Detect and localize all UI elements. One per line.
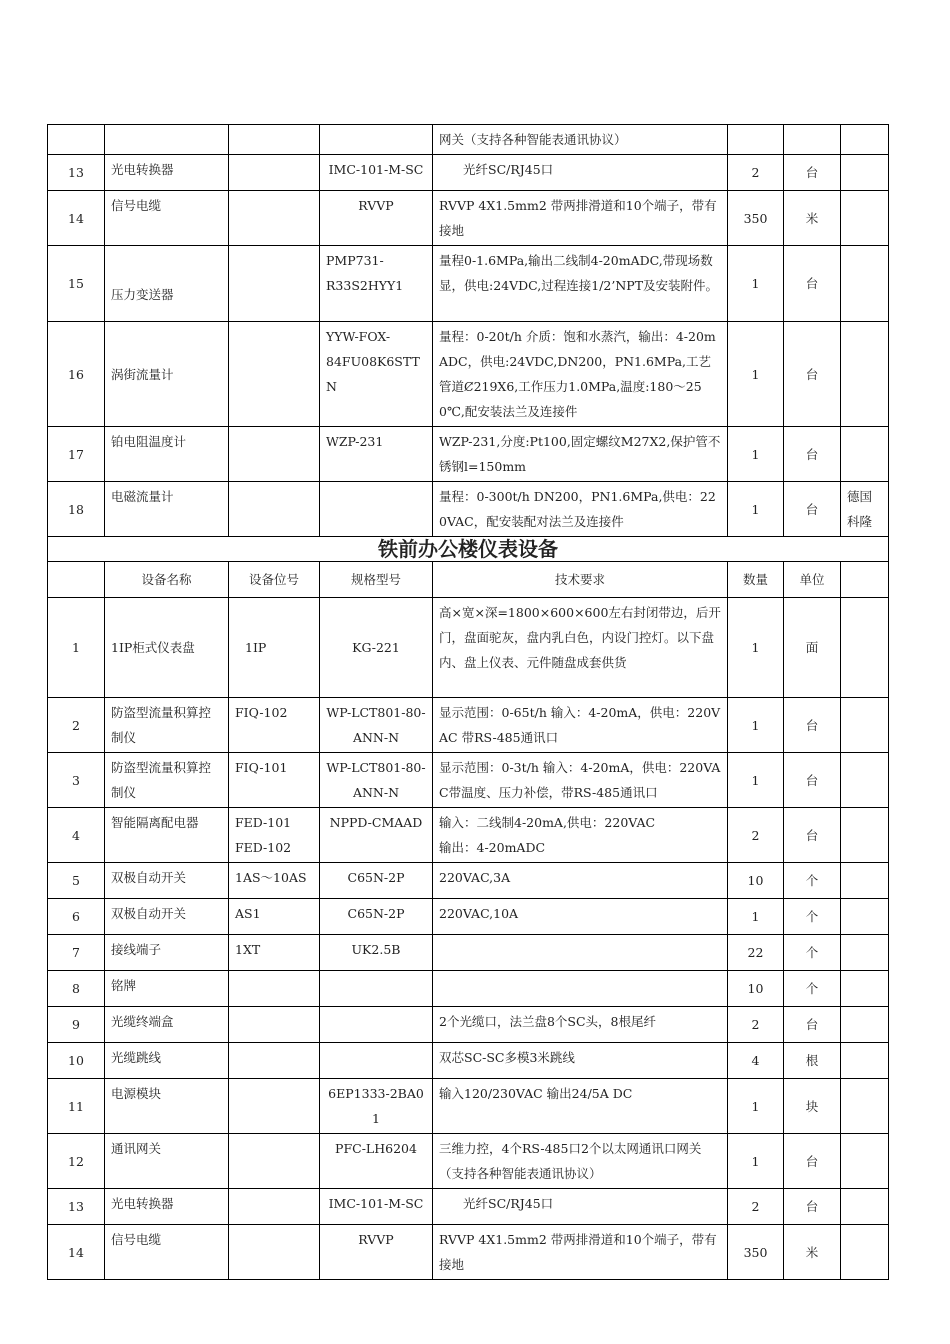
row-number: 2 bbox=[48, 698, 105, 753]
row-number: 14 bbox=[48, 1225, 105, 1280]
device-name: 光电转换器 bbox=[105, 155, 229, 191]
device-tag bbox=[229, 1225, 320, 1280]
device-model: NPPD-CMAAD bbox=[320, 808, 433, 863]
device-model: IMC-101-M-SC bbox=[320, 1189, 433, 1225]
table-row bbox=[48, 863, 889, 899]
table-row bbox=[48, 125, 889, 155]
device-note bbox=[841, 191, 889, 246]
header-row bbox=[48, 562, 889, 598]
device-model bbox=[320, 482, 433, 537]
row-number: 1 bbox=[48, 598, 105, 698]
device-unit: 台 bbox=[784, 753, 841, 808]
row-number: 5 bbox=[48, 863, 105, 899]
row-number: 3 bbox=[48, 753, 105, 808]
device-spec: RVVP 4X1.5mm2 带两排滑道和10个端子，带有接地 bbox=[433, 191, 728, 246]
device-name: 电源模块 bbox=[105, 1079, 229, 1134]
table-row bbox=[48, 191, 889, 246]
device-unit: 个 bbox=[784, 899, 841, 935]
device-model: RVVP bbox=[320, 1225, 433, 1280]
header-spec: 技术要求 bbox=[433, 562, 728, 598]
device-model bbox=[320, 971, 433, 1007]
device-tag: 1AS～10AS bbox=[229, 863, 320, 899]
device-unit: 台 bbox=[784, 1007, 841, 1043]
table-row bbox=[48, 1079, 889, 1134]
device-note bbox=[841, 246, 889, 322]
device-tag bbox=[229, 155, 320, 191]
device-qty: 1 bbox=[728, 1079, 784, 1134]
device-model bbox=[320, 1043, 433, 1079]
device-spec: 三维力控，4个RS-485口2个以太网通讯口网关（支持各种智能表通讯协议） bbox=[433, 1134, 728, 1189]
device-note: 德国科隆 bbox=[841, 482, 889, 537]
header-tag: 设备位号 bbox=[229, 562, 320, 598]
device-model: YYW-FOX- 84FU08K6STTN bbox=[320, 322, 433, 427]
row-number: 7 bbox=[48, 935, 105, 971]
device-model: PFC-LH6204 bbox=[320, 1134, 433, 1189]
device-tag bbox=[229, 482, 320, 537]
table-row bbox=[48, 322, 889, 427]
device-name: 防盗型流量积算控制仪 bbox=[105, 753, 229, 808]
device-qty: 1 bbox=[728, 1134, 784, 1189]
device-tag bbox=[229, 1079, 320, 1134]
device-name: 通讯网关 bbox=[105, 1134, 229, 1189]
device-name: 智能隔离配电器 bbox=[105, 808, 229, 863]
header-qty: 数量 bbox=[728, 562, 784, 598]
device-tag bbox=[229, 1134, 320, 1189]
device-qty: 1 bbox=[728, 598, 784, 698]
device-name: 电磁流量计 bbox=[105, 482, 229, 537]
device-qty: 1 bbox=[728, 427, 784, 482]
header-name: 设备名称 bbox=[105, 562, 229, 598]
device-qty: 350 bbox=[728, 191, 784, 246]
device-qty: 1 bbox=[728, 698, 784, 753]
device-spec: 光纤SC/RJ45口 bbox=[433, 155, 728, 191]
device-model: IMC-101-M-SC bbox=[320, 155, 433, 191]
device-model: WP-LCT801-80- ANN-N bbox=[320, 698, 433, 753]
device-unit: 面 bbox=[784, 598, 841, 698]
device-model: 6EP1333-2BA01 bbox=[320, 1079, 433, 1134]
device-unit: 个 bbox=[784, 863, 841, 899]
device-tag bbox=[229, 427, 320, 482]
device-unit: 米 bbox=[784, 1225, 841, 1280]
device-spec: 量程：0-300t/h DN200，PN1.6MPa,供电：220VAC，配安装配对法兰及连接件 bbox=[433, 482, 728, 537]
device-spec: 2个光缆口，法兰盘8个SC头，8根尾纤 bbox=[433, 1007, 728, 1043]
device-unit: 台 bbox=[784, 155, 841, 191]
device-note bbox=[841, 155, 889, 191]
table-row bbox=[48, 1134, 889, 1189]
row-number: 12 bbox=[48, 1134, 105, 1189]
device-name: 双极自动开关 bbox=[105, 863, 229, 899]
device-qty: 4 bbox=[728, 1043, 784, 1079]
table-row bbox=[48, 598, 889, 698]
row-number: 16 bbox=[48, 322, 105, 427]
device-qty: 1 bbox=[728, 246, 784, 322]
device-spec bbox=[433, 971, 728, 1007]
device-model: WP-LCT801-80- ANN-N bbox=[320, 753, 433, 808]
device-name: 铭牌 bbox=[105, 971, 229, 1007]
device-unit: 台 bbox=[784, 808, 841, 863]
section-title-row bbox=[48, 537, 889, 562]
device-qty: 10 bbox=[728, 971, 784, 1007]
device-qty: 2 bbox=[728, 808, 784, 863]
device-note bbox=[841, 427, 889, 482]
device-tag: AS1 bbox=[229, 899, 320, 935]
table-row bbox=[48, 1007, 889, 1043]
row-number: 18 bbox=[48, 482, 105, 537]
device-qty: 10 bbox=[728, 863, 784, 899]
device-qty: 1 bbox=[728, 899, 784, 935]
device-name: 接线端子 bbox=[105, 935, 229, 971]
device-qty: 1 bbox=[728, 482, 784, 537]
device-spec: 输入120/230VAC 输出24/5A DC bbox=[433, 1079, 728, 1134]
section-title: 铁前办公楼仪表设备 bbox=[48, 537, 889, 562]
device-tag: FED-101 FED-102 bbox=[229, 808, 320, 863]
table-row bbox=[48, 246, 889, 322]
device-unit: 台 bbox=[784, 246, 841, 322]
device-model bbox=[320, 1007, 433, 1043]
device-qty: 350 bbox=[728, 1225, 784, 1280]
device-tag: 1XT bbox=[229, 935, 320, 971]
device-qty: 2 bbox=[728, 155, 784, 191]
device-name: 光缆终端盒 bbox=[105, 1007, 229, 1043]
table-row bbox=[48, 899, 889, 935]
device-name: 光电转换器 bbox=[105, 1189, 229, 1225]
device-name: 防盗型流量积算控制仪 bbox=[105, 698, 229, 753]
device-unit: 台 bbox=[784, 322, 841, 427]
device-spec: 双芯SC-SC多模3米跳线 bbox=[433, 1043, 728, 1079]
header-model: 规格型号 bbox=[320, 562, 433, 598]
row-number: 4 bbox=[48, 808, 105, 863]
device-qty: 1 bbox=[728, 322, 784, 427]
table-row bbox=[48, 698, 889, 753]
table-row bbox=[48, 1225, 889, 1280]
device-unit: 台 bbox=[784, 482, 841, 537]
device-name: 压力变送器 bbox=[105, 246, 229, 322]
device-unit: 根 bbox=[784, 1043, 841, 1079]
row-number: 14 bbox=[48, 191, 105, 246]
device-name: 铂电阻温度计 bbox=[105, 427, 229, 482]
device-unit: 台 bbox=[784, 698, 841, 753]
row-number: 9 bbox=[48, 1007, 105, 1043]
device-spec: 220VAC,3A bbox=[433, 863, 728, 899]
device-spec: 220VAC,10A bbox=[433, 899, 728, 935]
device-name: 涡街流量计 bbox=[105, 322, 229, 427]
device-spec: 光纤SC/RJ45口 bbox=[433, 1189, 728, 1225]
device-name: 信号电缆 bbox=[105, 1225, 229, 1280]
device-name: 双极自动开关 bbox=[105, 899, 229, 935]
device-note bbox=[841, 322, 889, 427]
device-unit: 台 bbox=[784, 427, 841, 482]
table-row bbox=[48, 155, 889, 191]
table-row bbox=[48, 753, 889, 808]
device-model: UK2.5B bbox=[320, 935, 433, 971]
device-spec: 输入：二线制4-20mA,供电：220VAC 输出：4-20mADC bbox=[433, 808, 728, 863]
row-number: 11 bbox=[48, 1079, 105, 1134]
equipment-table bbox=[47, 124, 889, 1280]
row-number: 17 bbox=[48, 427, 105, 482]
row-number: 10 bbox=[48, 1043, 105, 1079]
device-spec: 高×宽×深=1800×600×600左右封闭带边，后开门，盘面驼灰，盘内乳白色，内设门控灯。以下盘内、盘上仪表、元件随盘成套供货 bbox=[433, 598, 728, 698]
device-unit: 台 bbox=[784, 1189, 841, 1225]
device-unit: 个 bbox=[784, 971, 841, 1007]
device-model: KG-221 bbox=[320, 598, 433, 698]
table-row bbox=[48, 808, 889, 863]
device-tag bbox=[229, 322, 320, 427]
device-tag bbox=[229, 1007, 320, 1043]
device-tag bbox=[229, 191, 320, 246]
device-name: 1IP柜式仪表盘 bbox=[105, 598, 229, 698]
row-number: 13 bbox=[48, 155, 105, 191]
device-qty: 22 bbox=[728, 935, 784, 971]
device-tag bbox=[229, 1189, 320, 1225]
device-spec bbox=[433, 935, 728, 971]
device-name: 光缆跳线 bbox=[105, 1043, 229, 1079]
device-spec: 量程0-1.6MPa,输出二线制4-20mADC,带现场数显，供电:24VDC,过程连接1/2’NPT及安装附件。 bbox=[433, 246, 728, 322]
device-tag: FIQ-101 bbox=[229, 753, 320, 808]
device-tag bbox=[229, 971, 320, 1007]
device-model: PMP731- R33S2HYY1 bbox=[320, 246, 433, 322]
device-model: WZP-231 bbox=[320, 427, 433, 482]
device-spec: WZP-231,分度:Pt100,固定螺纹M27X2,保护管不锈钢l=150mm bbox=[433, 427, 728, 482]
device-qty: 2 bbox=[728, 1189, 784, 1225]
table-row bbox=[48, 935, 889, 971]
device-spec: 显示范围：0-3t/h 输入：4-20mA，供电：220VAC带温度、压力补偿，带RS-485通讯口 bbox=[433, 753, 728, 808]
device-tag bbox=[229, 246, 320, 322]
device-qty: 2 bbox=[728, 1007, 784, 1043]
device-model: C65N-2P bbox=[320, 863, 433, 899]
device-unit: 块 bbox=[784, 1079, 841, 1134]
row-number: 8 bbox=[48, 971, 105, 1007]
table-row bbox=[48, 427, 889, 482]
device-unit: 个 bbox=[784, 935, 841, 971]
device-name: 信号电缆 bbox=[105, 191, 229, 246]
device-tag: 1IP bbox=[229, 598, 320, 698]
device-spec: 显示范围：0-65t/h 输入：4-20mA，供电：220VAC 带RS-485通讯口 bbox=[433, 698, 728, 753]
table-row bbox=[48, 1043, 889, 1079]
device-unit: 台 bbox=[784, 1134, 841, 1189]
header-unit: 单位 bbox=[784, 562, 841, 598]
row-number: 13 bbox=[48, 1189, 105, 1225]
table-row bbox=[48, 971, 889, 1007]
spec-cell: 网关（支持各种智能表通讯协议） bbox=[433, 125, 728, 155]
device-tag: FIQ-102 bbox=[229, 698, 320, 753]
device-spec: RVVP 4X1.5mm2 带两排滑道和10个端子，带有接地 bbox=[433, 1225, 728, 1280]
row-number: 6 bbox=[48, 899, 105, 935]
table-row bbox=[48, 482, 889, 537]
device-model: C65N-2P bbox=[320, 899, 433, 935]
device-qty: 1 bbox=[728, 753, 784, 808]
device-spec: 量程：0-20t/h 介质：饱和水蒸汽，输出：4-20mADC，供电:24VDC,DN200，PN1.6MPa,工艺管道Ȼ219X6,工作压力1.0MPa,温度:180～250℃,配安装法兰及连接件 bbox=[433, 322, 728, 427]
device-model: RVVP bbox=[320, 191, 433, 246]
device-tag bbox=[229, 1043, 320, 1079]
device-unit: 米 bbox=[784, 191, 841, 246]
row-number: 15 bbox=[48, 246, 105, 322]
table-row bbox=[48, 1189, 889, 1225]
